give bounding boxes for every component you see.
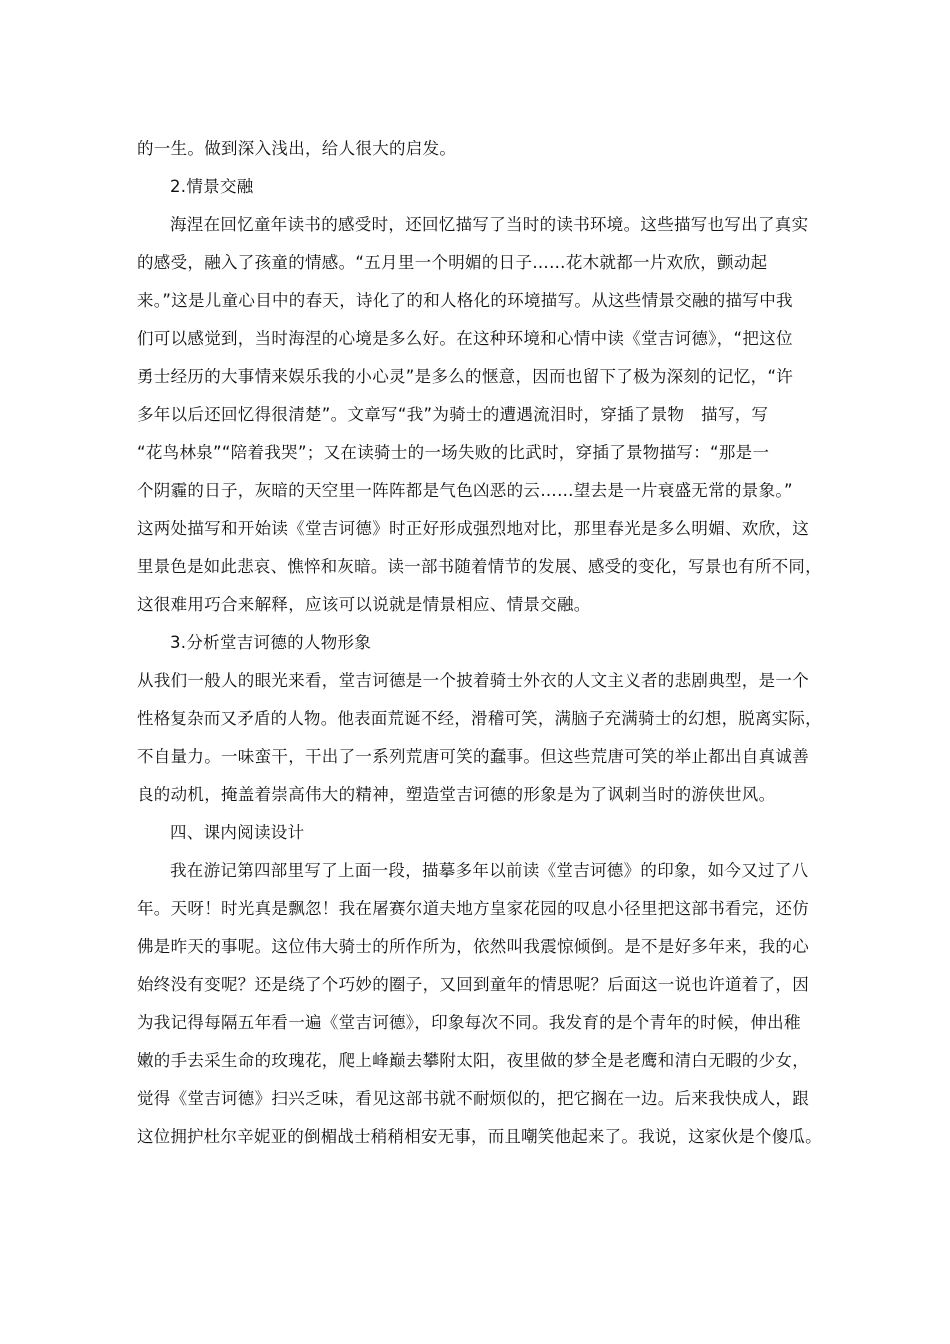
text-line: 良的动机，掩盖着崇高伟大的精神，塑造堂吉诃德的形象是为了讽刺当时的游侠世风。 [137,785,776,804]
text-line: 不自量力。一味蛮干，干出了一系列荒唐可笑的蠢事。但这些荒唐可笑的举止都出自真诚善 [137,747,809,766]
section-heading: 3.分析堂吉诃德的人物形象 [170,633,372,652]
text-line: 的一生。做到深入浅出，给人很大的启发。 [137,139,457,158]
text-line: 多年以后还回忆得很清楚”。文章写“我”为骑士的遭遇流泪时，穿插了景物 描写，写 [137,405,769,424]
text-line: 里景色是如此悲哀、憔悴和灰暗。读一部书随着情节的发展、感受的变化，写景也有所不同， [137,557,822,576]
text-line: 佛是昨天的事呢。这位伟大骑士的所作所为，依然叫我震惊倾倒。是不是好多年来，我的心 [137,937,809,956]
text-line: 始终没有变呢？还是绕了个巧妙的圈子，又回到童年的情思呢？后面这一说也许道着了，因 [137,975,809,994]
text-line: 性格复杂而又矛盾的人物。他表面荒诞不经，滑稽可笑，满脑子充满骑士的幻想，脱离实际， [137,709,822,728]
text-line: 为我记得每隔五年看一遍《堂吉诃德》，印象每次不同。我发育的是个青年的时候，伸出稚 [137,1013,801,1032]
text-line: 勇士经历的大事情来娱乐我的小心灵”是多么的惬意，因而也留下了极为深刻的记忆，“许 [137,367,794,386]
text-line: 个阴霾的日子，灰暗的天空里一阵阵都是气色凶恶的云……望去是一片衰盛无常的景象。” [137,481,793,500]
section-heading: 四、课内阅读设计 [170,823,305,842]
text-line: 觉得《堂吉诃德》扫兴乏味，看见这部书就不耐烦似的，把它搁在一边。后来我快成人，跟 [137,1089,809,1108]
text-line: “花鸟林泉”“陪着我哭”；又在读骑士的一场失败的比武时，穿插了景物描写：“那是一 [137,443,770,462]
text-line: 海涅在回忆童年读书的感受时，还回忆描写了当时的读书环境。这些描写也写出了真实 [170,215,809,234]
section-heading: 2.情景交融 [170,177,254,196]
text-line: 嫩的手去采生命的玫瑰花，爬上峰巅去攀附太阳，夜里做的梦全是老鹰和清白无暇的少女， [137,1051,809,1070]
text-line: 的感受，融入了孩童的情感。“五月里一个明媚的日子……花木就都一片欢欣，颤动起 [137,253,768,272]
text-line: 们可以感觉到，当时海涅的心境是多么好。在这种环境和心情中读《堂吉诃德》，“把这位 [137,329,793,348]
text-line: 这两处描写和开始读《堂吉诃德》时正好形成强烈地对比，那里春光是多么明媚、欢欣，这 [137,519,809,538]
text-line: 这很难用巧合来解释，应该可以说就是情景相应、情景交融。 [137,595,591,614]
text-line: 这位拥护杜尔辛妮亚的倒楣战士稍稍相安无事，而且嘲笑他起来了。我说，这家伙是个傻瓜。 [137,1127,822,1146]
text-line: 来。”这是儿童心目中的春天，诗化了的和人格化的环境描写。从这些情景交融的描写中我 [137,291,793,310]
text-line: 年。天呀！时光真是飘忽！我在屠赛尔道夫地方皇家花园的叹息小径里把这部书看完，还仿 [137,899,809,918]
text-line: 从我们一般人的眼光来看，堂吉诃德是一个披着骑士外衣的人文主义者的悲剧典型，是一个 [137,671,809,690]
text-line: 我在游记第四部里写了上面一段，描摹多年以前读《堂吉诃德》的印象，如今又过了八 [170,861,809,880]
